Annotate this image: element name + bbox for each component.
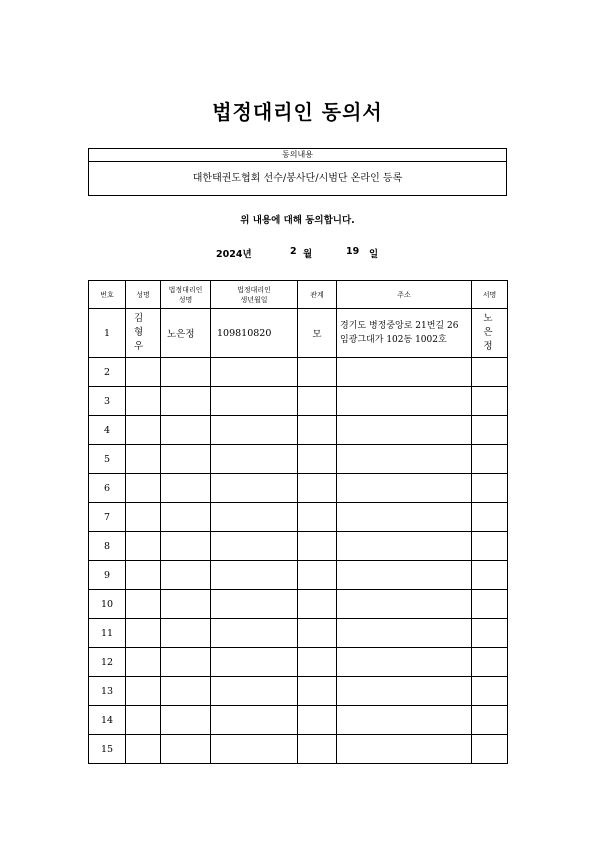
row-guardian-birth[interactable] — [211, 416, 298, 445]
row-guardian-name[interactable] — [161, 445, 211, 474]
row-guardian-name[interactable] — [161, 677, 211, 706]
row-signature[interactable] — [472, 735, 508, 764]
row-guardian-birth[interactable] — [211, 445, 298, 474]
header-name: 성명 — [126, 281, 161, 309]
row-name[interactable] — [126, 561, 161, 590]
row-name[interactable] — [126, 735, 161, 764]
row-no: 15 — [89, 735, 126, 764]
row-relation[interactable] — [298, 474, 337, 503]
row-guardian-name[interactable] — [161, 358, 211, 387]
table-row — [89, 387, 508, 416]
table-row — [89, 648, 508, 677]
header-address: 주소 — [337, 281, 472, 309]
row-guardian-name[interactable] — [161, 387, 211, 416]
row-guardian-name[interactable] — [161, 474, 211, 503]
table-row — [89, 416, 508, 445]
row-signature[interactable] — [472, 561, 508, 590]
row-name[interactable] — [126, 706, 161, 735]
row-guardian-birth[interactable] — [211, 590, 298, 619]
consent-header: 동의내용 — [89, 149, 506, 162]
row-address[interactable] — [337, 619, 472, 648]
row-no: 10 — [89, 590, 126, 619]
header-guardian-birth: 법정대리인 생년월일 — [211, 281, 298, 309]
table-row — [89, 503, 508, 532]
row-guardian-birth[interactable] — [211, 503, 298, 532]
row-address[interactable] — [337, 503, 472, 532]
row-name[interactable] — [126, 387, 161, 416]
row-no: 2 — [89, 358, 126, 387]
row-guardian-name[interactable] — [161, 532, 211, 561]
table-row — [89, 706, 508, 735]
row-address[interactable] — [337, 677, 472, 706]
row-name[interactable] — [126, 648, 161, 677]
row-address[interactable] — [337, 445, 472, 474]
row-address[interactable] — [337, 358, 472, 387]
row-guardian-name[interactable] — [161, 735, 211, 764]
agreement-statement: 위 내용에 대해 동의합니다. — [240, 215, 355, 226]
row-no: 13 — [89, 677, 126, 706]
date-month-unit: 월 — [303, 249, 313, 260]
row-relation[interactable] — [298, 503, 337, 532]
row-signature[interactable] — [472, 532, 508, 561]
row-guardian-name[interactable] — [161, 416, 211, 445]
table-row — [89, 561, 508, 590]
row-guardian-birth[interactable] — [211, 735, 298, 764]
table-header-row — [89, 281, 508, 309]
row-guardian-birth[interactable] — [211, 619, 298, 648]
table-row — [89, 445, 508, 474]
date-year: 2024년 — [216, 249, 252, 260]
row-signature[interactable] — [472, 648, 508, 677]
row-no: 3 — [89, 387, 126, 416]
row-address: 경기도 병정중앙로 21번길 26 임광그대가 102동 1002호 — [337, 309, 472, 358]
row-no: 8 — [89, 532, 126, 561]
row-name[interactable] — [126, 503, 161, 532]
table-row — [89, 532, 508, 561]
row-no: 14 — [89, 706, 126, 735]
table-row — [89, 735, 508, 764]
consent-content: 대한태권도협회 선수/봉사단/시범단 온라인 등록 — [192, 173, 403, 184]
row-no: 7 — [89, 503, 126, 532]
row-relation[interactable] — [298, 619, 337, 648]
row-address[interactable] — [337, 561, 472, 590]
row-guardian-name[interactable] — [161, 648, 211, 677]
row-guardian-name[interactable] — [161, 706, 211, 735]
row-guardian-birth[interactable] — [211, 648, 298, 677]
guardian-table — [88, 280, 508, 764]
row-signature[interactable] — [472, 358, 508, 387]
row-relation[interactable] — [298, 532, 337, 561]
row-signature[interactable] — [472, 445, 508, 474]
row-signature[interactable] — [472, 503, 508, 532]
row-signature: 노 은 정 — [472, 309, 508, 358]
document-title: 법정대리인 동의서 — [212, 100, 383, 124]
row-address[interactable] — [337, 532, 472, 561]
row-relation[interactable] — [298, 706, 337, 735]
row-guardian-birth[interactable] — [211, 358, 298, 387]
row-guardian-name[interactable] — [161, 503, 211, 532]
row-guardian-birth: 109810820 — [211, 309, 298, 358]
row-no: 9 — [89, 561, 126, 590]
row-guardian-birth[interactable] — [211, 706, 298, 735]
row-signature[interactable] — [472, 590, 508, 619]
row-address[interactable] — [337, 416, 472, 445]
row-relation: 모 — [298, 309, 337, 358]
row-relation[interactable] — [298, 677, 337, 706]
row-relation[interactable] — [298, 590, 337, 619]
row-name[interactable] — [126, 416, 161, 445]
date-month: 2 — [290, 246, 297, 257]
row-address[interactable] — [337, 706, 472, 735]
row-relation[interactable] — [298, 387, 337, 416]
row-address[interactable] — [337, 474, 472, 503]
row-guardian-name: 노은정 — [161, 309, 211, 358]
row-name: 김 형 우 — [126, 309, 161, 358]
row-address[interactable] — [337, 387, 472, 416]
date-day-unit: 일 — [369, 249, 379, 260]
row-relation[interactable] — [298, 358, 337, 387]
table-row — [89, 619, 508, 648]
row-signature[interactable] — [472, 619, 508, 648]
row-signature[interactable] — [472, 387, 508, 416]
row-address[interactable] — [337, 590, 472, 619]
row-relation[interactable] — [298, 735, 337, 764]
table-row — [89, 677, 508, 706]
row-no: 11 — [89, 619, 126, 648]
row-guardian-name[interactable] — [161, 619, 211, 648]
row-guardian-name[interactable] — [161, 590, 211, 619]
row-name[interactable] — [126, 619, 161, 648]
row-name[interactable] — [126, 677, 161, 706]
row-relation[interactable] — [298, 648, 337, 677]
row-relation[interactable] — [298, 416, 337, 445]
date-day: 19 — [346, 246, 360, 257]
row-signature[interactable] — [472, 416, 508, 445]
row-name[interactable] — [126, 358, 161, 387]
table-row — [89, 309, 508, 358]
row-name[interactable] — [126, 474, 161, 503]
header-guardian-name: 법정대리인 성명 — [161, 281, 211, 309]
table-row — [89, 358, 508, 387]
row-address[interactable] — [337, 648, 472, 677]
row-no: 12 — [89, 648, 126, 677]
row-name[interactable] — [126, 532, 161, 561]
row-name[interactable] — [126, 590, 161, 619]
row-no: 1 — [89, 309, 126, 358]
row-relation[interactable] — [298, 445, 337, 474]
row-signature[interactable] — [472, 677, 508, 706]
header-relation: 관계 — [298, 281, 337, 309]
consent-box — [88, 148, 507, 196]
row-guardian-birth[interactable] — [211, 561, 298, 590]
table-row — [89, 474, 508, 503]
row-guardian-birth[interactable] — [211, 532, 298, 561]
date-line — [0, 246, 595, 260]
row-address[interactable] — [337, 735, 472, 764]
row-guardian-birth[interactable] — [211, 677, 298, 706]
table-row — [89, 590, 508, 619]
row-no: 6 — [89, 474, 126, 503]
row-name[interactable] — [126, 445, 161, 474]
row-no: 4 — [89, 416, 126, 445]
row-guardian-birth[interactable] — [211, 474, 298, 503]
header-no: 번호 — [89, 281, 126, 309]
row-guardian-name[interactable] — [161, 561, 211, 590]
row-relation[interactable] — [298, 561, 337, 590]
row-signature[interactable] — [472, 706, 508, 735]
row-guardian-birth[interactable] — [211, 387, 298, 416]
row-no: 5 — [89, 445, 126, 474]
header-signature: 서명 — [472, 281, 508, 309]
row-signature[interactable] — [472, 474, 508, 503]
